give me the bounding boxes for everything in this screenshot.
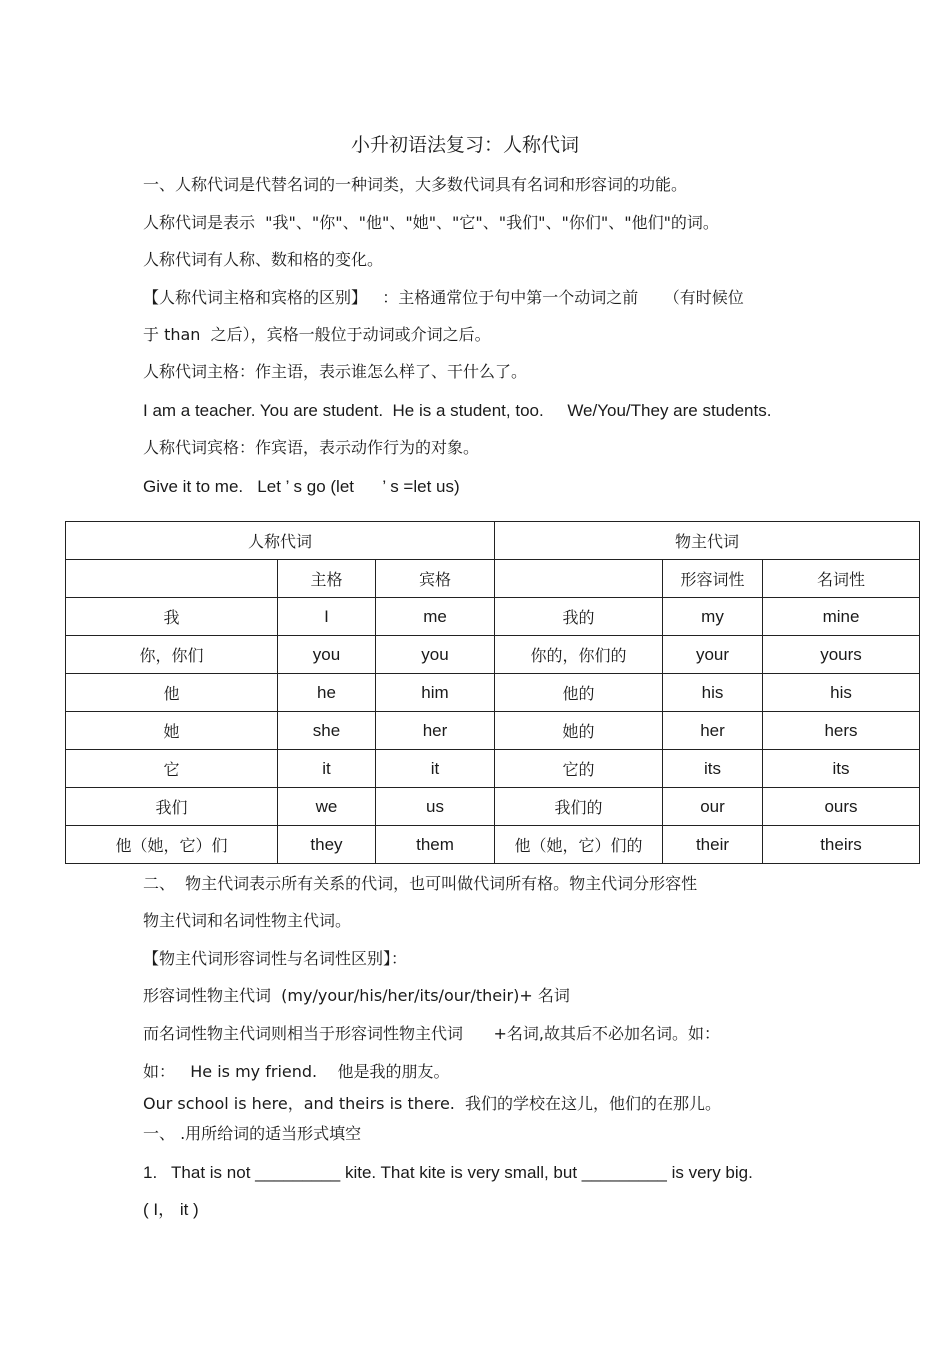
subheader-cell: 宾格 — [376, 560, 495, 598]
table-cell: ours — [763, 788, 920, 826]
table-cell: 他的 — [495, 674, 663, 712]
page-title: 小升初语法复习：人称代词 — [350, 134, 579, 156]
section2-line-3: 【物主代词形容词性与名词性区别】： — [143, 949, 408, 968]
subheader-cell: 主格 — [278, 560, 376, 598]
table-cell: he — [278, 674, 376, 712]
table-cell: him — [376, 674, 495, 712]
table-cell: their — [663, 826, 763, 864]
table-cell: its — [663, 750, 763, 788]
table-cell: mine — [763, 598, 920, 636]
subheader-cell: 名词性 — [763, 560, 920, 598]
example-possessive-2: Our school is here，and theirs is there. 我们的学校在这儿，他们的在那儿。 — [143, 1094, 722, 1113]
header-personal-pronoun: 人称代词 — [66, 522, 495, 560]
table-subheader-row — [66, 560, 920, 598]
table-cell: 它的 — [495, 750, 663, 788]
section2-line-4: 形容词性物主代词 (my/your/his/her/its/our/their)+ 名词 — [143, 986, 570, 1005]
table-cell: 我的 — [495, 598, 663, 636]
subheader-cell — [495, 560, 663, 598]
header-possessive-pronoun: 物主代词 — [495, 522, 920, 560]
intro-line-3: 人称代词有人称、数和格的变化。 — [143, 250, 384, 269]
table-cell: his — [763, 674, 920, 712]
table-cell: his — [663, 674, 763, 712]
table-cell: my — [663, 598, 763, 636]
table-cell: 他（她，它）们 — [66, 826, 278, 864]
table-cell: theirs — [763, 826, 920, 864]
table-cell: you — [376, 636, 495, 674]
table-cell: yours — [763, 636, 920, 674]
table-cell: them — [376, 826, 495, 864]
table-cell: 她 — [66, 712, 278, 750]
table-cell: our — [663, 788, 763, 826]
table-cell: 我 — [66, 598, 278, 636]
table-cell: it — [376, 750, 495, 788]
table-cell: her — [376, 712, 495, 750]
table-cell: hers — [763, 712, 920, 750]
intro-line-2: 人称代词是表示 "我"、"你"、"他"、"她"、"它"、"我们"、"你们"、"他们"的词。 — [143, 213, 719, 232]
table-cell: we — [278, 788, 376, 826]
table-cell: 他 — [66, 674, 278, 712]
table-cell: its — [763, 750, 920, 788]
intro-line-8: 人称代词宾格：作宾语，表示动作行为的对象。 — [143, 438, 480, 457]
example-object: Give it to me. Let ’ s go (let ’ s =let us) — [143, 477, 460, 496]
exercise-question-1: 1. That is not _________ kite. That kite is very small, but _________ is very big. — [143, 1163, 753, 1182]
table-cell: 我们 — [66, 788, 278, 826]
intro-line-6: 人称代词主格：作主语，表示谁怎么样了、干什么了。 — [143, 362, 528, 381]
table-cell: 她的 — [495, 712, 663, 750]
section2-line-2: 物主代词和名词性物主代词。 — [143, 911, 352, 930]
section2-line-1: 二、 物主代词表示所有关系的代词，也可叫做代词所有格。物主代词分形容性 — [143, 874, 698, 893]
table-row — [66, 712, 920, 750]
section2-line-5: 而名词性物主代词则相当于形容词性物主代词 +名词,故其后不必加名词。如： — [143, 1024, 721, 1043]
table-cell: us — [376, 788, 495, 826]
intro-line-5: 于 than 之后），宾格一般位于动词或介词之后。 — [143, 325, 491, 344]
table-cell: 我们的 — [495, 788, 663, 826]
table-cell: they — [278, 826, 376, 864]
table-cell: her — [663, 712, 763, 750]
table-row — [66, 826, 920, 864]
table-row — [66, 750, 920, 788]
table-group-header-row — [66, 522, 920, 560]
intro-line-1: 一、人称代词是代替名词的一种词类，大多数代词具有名词和形容词的功能。 — [143, 175, 688, 194]
table-cell: 他（她，它）们的 — [495, 826, 663, 864]
table-row — [66, 788, 920, 826]
intro-line-4: 【人称代词主格和宾格的区别】 ：主格通常位于句中第一个动词之前 （有时候位 — [143, 288, 744, 307]
table-row — [66, 598, 920, 636]
subheader-cell: 形容词性 — [663, 560, 763, 598]
table-cell: you — [278, 636, 376, 674]
exercise-heading: 一、 .用所给词的适当形式填空 — [143, 1124, 362, 1143]
table-cell: 它 — [66, 750, 278, 788]
table-row — [66, 636, 920, 674]
table-cell: your — [663, 636, 763, 674]
table-cell: she — [278, 712, 376, 750]
subheader-cell — [66, 560, 278, 598]
table-cell: me — [376, 598, 495, 636]
pronoun-table — [65, 521, 920, 864]
exercise-hint-1: ( I， it ) — [143, 1200, 199, 1219]
table-cell: 你的，你们的 — [495, 636, 663, 674]
table-cell: 你，你们 — [66, 636, 278, 674]
table-cell: I — [278, 598, 376, 636]
table-row — [66, 674, 920, 712]
table-cell: it — [278, 750, 376, 788]
example-possessive-1: 如： He is my friend. 他是我的朋友。 — [143, 1062, 450, 1081]
example-subject: I am a teacher. You are student. He is a student, too. We/You/They are students. — [143, 401, 772, 420]
